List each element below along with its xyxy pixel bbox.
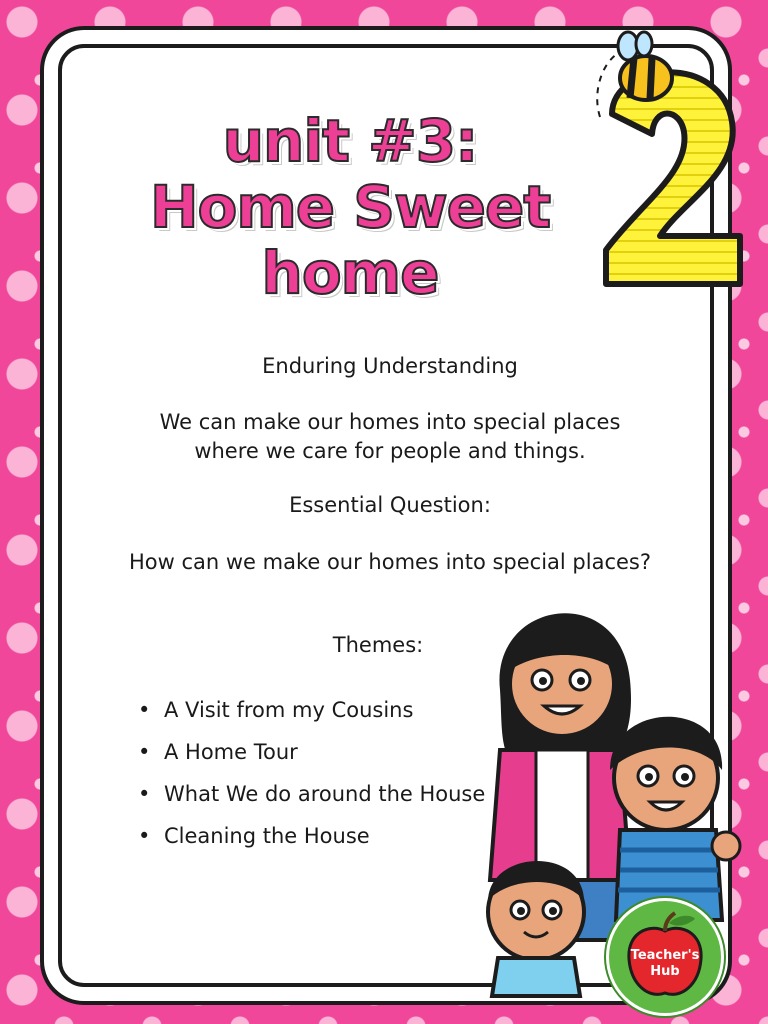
enduring-understanding-heading: Enduring Understanding	[262, 354, 518, 378]
essential-question-text: How can we make our homes into special places?	[128, 550, 652, 574]
enduring-line-1: We can make our homes into special places	[159, 410, 621, 434]
themes-list	[134, 694, 485, 862]
bee-icon	[618, 32, 672, 100]
themes-heading: Themes:	[332, 633, 424, 657]
theme-item-3: • What We do around the House	[134, 778, 485, 820]
page-title	[90, 108, 610, 306]
theme-item-1: • A Visit from my Cousins	[134, 694, 485, 736]
title-line-1: unit #3:	[222, 107, 478, 175]
teachers-hub-logo	[606, 898, 724, 1016]
title-line-2: Home Sweet	[149, 173, 551, 241]
number-two-icon	[572, 22, 762, 302]
logo-line-1: Teacher's	[630, 948, 700, 963]
theme-item-4: • Cleaning the House	[134, 820, 485, 862]
title-line-3: home	[261, 239, 439, 307]
logo-line-2: Hub	[650, 964, 680, 979]
theme-item-2: • A Home Tour	[134, 736, 485, 778]
essential-question-heading: Essential Question:	[289, 493, 491, 517]
apple-logo-icon	[609, 901, 721, 1013]
enduring-line-2: where we care for people and things.	[194, 439, 586, 463]
